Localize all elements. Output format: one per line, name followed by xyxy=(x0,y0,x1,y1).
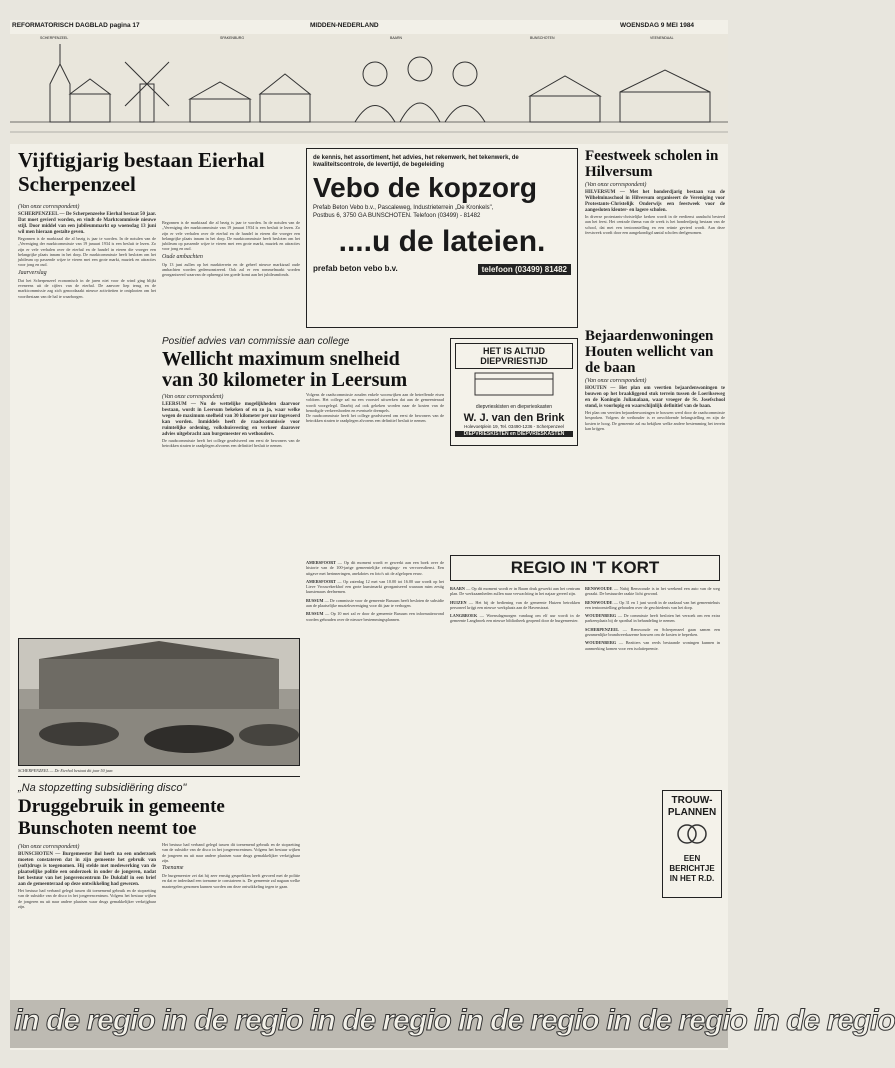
article1-col2 xyxy=(162,220,300,330)
regio-item: AMERSFOORT — Op dit moment wordt er gewerkt aan een boek over de historie van de 100-jarige gemeentelijke reinigings- en vervoersdienst. Een uitgave met herinneringen, anekdotes en foto's uit de afgelopen eeuw. xyxy=(306,560,444,576)
banner-illustration xyxy=(10,34,728,144)
article1-body: Begonnen is de marktzaal die al bezig is jaar te worden. In de notulen van de „Vereniging der marktcommissie van 19 januari 1934 is een besluit te lezen. Zo zijn er vele verhalen over de eierhal en de handel in eieren die vroeger een belangrijke plaats innam in het dorp. De marktcommissie heeft besloten om het jubileum op passende wijze te vieren met een grote markt, muziek en attracties voor jong en oud. xyxy=(18,236,156,268)
freezer-icon xyxy=(455,369,573,399)
article4 xyxy=(585,328,725,553)
regio-item: AMERSFOORT — Op zaterdag 12 mei van 10.00 tot 16.00 uur wordt op het Lieve Vrouwekerkhof een grote kunstmarkt georganiseerd waaraan ruim zestig kunstenaars deelnemen. xyxy=(306,578,444,595)
article5-body2: De burgemeester zei dat hij zeer ernstig gesprekken heeft gevoerd met de politie en dat er inderdaad een toename te constateren is. De gemeente zal nagaan welke maatregelen genomen kunnen worden om deze ontwikkeling tegen te gaan. xyxy=(162,873,300,889)
regio-title-box xyxy=(450,555,720,581)
page-header xyxy=(10,20,728,32)
brink-footer: DIEPVRIESKISTEN en DIEPVRIESKASTEN xyxy=(455,431,573,437)
brink-text: diepvrieskisten en diepvrieskasten xyxy=(475,404,553,410)
article5-lead: BUNSCHOTEN — Burgemeester Bol heeft na een onderzoek moeten constateren dat in zijn gemeente het gebruik van (soft)drugs is toegenomen. Hij stelde met medewerking van de plaatselijke politie een onderzoek in onder de jongeren, nadat het bestuur van het jongerencentrum De Dukdalf in een brief aan de gemeenteraad op deze ontwikkeling had gewezen. xyxy=(18,852,156,887)
regio-item: WOUDENBERG — De commissie heeft besloten het verzoek om een extra parkeerplaats bij de sporthal in behandeling te nemen. xyxy=(585,613,720,624)
brink-address: Holevoetplein 19, Tel. 03490-1236 - Scherpenzeel xyxy=(464,424,564,429)
newspaper-page xyxy=(10,20,895,1050)
article5-byline: (Van onze correspondent) xyxy=(18,844,80,850)
regio-col2 xyxy=(450,586,580,996)
article2-byline: (Van onze correspondent) xyxy=(162,394,224,400)
banner-label: VEENENDAAL xyxy=(650,36,674,40)
vebo-title: Vebo de kopzorg xyxy=(313,172,538,203)
article2-body-cont: De raadscommissie heeft het college geadviseerd om eerst de bewoners van de betrokken straten te raadplegen alvorens een definitief besluit te nemen. xyxy=(306,413,444,424)
regio-item: LANGBROEK — Woensdagmorgen vandaag om elf uur wordt in de gemeente Langbroek een nieuwe bibliotheek geopend door de burgemeester. xyxy=(450,613,580,624)
article5 xyxy=(18,780,300,995)
regio-item: WOUDENBERG — Bezitters van reeds bestaande woningen kunnen in aanmerking komen voor een isolatiepremie. xyxy=(585,640,720,651)
rings-icon xyxy=(667,819,717,849)
brink-name: W. J. van den Brink xyxy=(463,412,565,424)
photo-caption: SCHERPENZEEL — De Eierhal bestaat dit jaar 50 jaar. xyxy=(18,768,114,773)
article2-headline: Wellicht maximum snelheid van 30 kilometer in Leersum xyxy=(162,348,408,391)
divider xyxy=(18,776,300,777)
article3-headline: Feestweek scholen in Hilversum xyxy=(585,148,719,180)
article3 xyxy=(585,148,725,323)
article4-lead: HOUTEN — Het plan om veertien bejaardenwoningen te bouwen op het braakliggend stuk terrein tussen de Loerikseweg en de Koningin Julianalaan, waar vroeger de St. Josefschool stond, is voorlopig en waarschijnlijk definitief van de baan. xyxy=(585,386,725,409)
article1-lead: SCHERPENZEEL — De Scherpenzeelse Eierhal bestaat 50 jaar. Dat moet gevierd worden, en vindt de Marktcommissie nieuwe stijl. Door middel van een jubileummarkt op woensdag 13 juni wil men hieraan gestalte geven. xyxy=(18,212,156,235)
vebo-address: Prefab Beton Vebo b.v., Pascaleweg, Industrieterrein „De Kronkels", Postbus 6, 3750 GA BUNSCHOTEN. Telefoon (03499) - 81482 xyxy=(313,205,494,219)
article3-byline: (Van onze correspondent) xyxy=(585,182,647,188)
article5-kicker: „Na stopzetting subsidiëring disco" xyxy=(18,782,187,794)
village-drawing xyxy=(10,34,728,144)
article5-body: Het bestuur had verband gelegd tussen dit toenemend gebruik en de stopzetting van de subsidie van de disco in het jongerencentrum. Volgens het bestuur wijken de jongeren nu uit naar andere plaatsen waar drugs gemakkelijker verkrijgbaar zijn. xyxy=(18,888,156,909)
banner-label: BAARN xyxy=(390,36,403,40)
article4-byline: (Van onze correspondent) xyxy=(585,378,647,384)
article3-body: In diverse protestants-christelijke kerken wordt in de eredienst aandacht besteed aan het feest. Het centrale thema van de week is het honderdjarig bestaan van de school, dat met een tentoonstelling en een reünie gevierd wordt. Aan deze feestweek wordt door een aangekondigd aantal scholen deelgenomen. xyxy=(585,214,725,235)
banner-label: SPAKENBURG xyxy=(220,36,245,40)
article2-kicker: Positief advies van commissie aan college xyxy=(162,336,350,347)
article1-byline: (Van onze correspondent) xyxy=(18,204,80,210)
regio-item: SCHERPENZEEL — Renswoude en Scherpenzeel gaan samen een gezamenlijke brandweerkazerne bouwen om de kosten te beperken. xyxy=(585,626,721,638)
article2-body: Volgens de raadscommissie zouden enkele woonwijken aan de betreffende eisen voldoen. Het college zal nu een voorstel uitwerken dat aan de gemeenteraad wordt voorgelegd. Daarbij zal ook gekeken worden naar de kosten van de benodigde verkeersborden en eventuele drempels. xyxy=(306,392,444,413)
article4-body: Het plan om veertien bejaardenwoningen te bouwen werd door de raadscommissie besproken. Volgens de wethouder is er onvoldoende belangstelling en zijn de kosten te hoog. De gemeente zal nu bekijken welke andere bestemming het terrein kan krijgen. xyxy=(585,410,725,431)
eierhal-photo xyxy=(18,638,300,766)
article2-col1 xyxy=(162,392,300,632)
regio-item: BAARN — Op dit moment wordt er in Baarn druk gewerkt aan het centrum plan. De werkzaamheden zullen naar verwachting in het najaar gereed zijn. xyxy=(450,586,581,597)
article1-body2: Dat het Scherpenzeel economisch in de jaren niet voor de wind ging blijkt eveneens uit de cijfers van de eierhal. De aanvoer liep terug en de marktcommissie zag zich genoodzaakt nieuwe activiteiten te ontplooien om het voortbestaan van de hal te waarborgen. xyxy=(18,277,156,299)
trouw-title: TROUW-PLANNEN xyxy=(667,795,717,818)
article2-col2 xyxy=(306,392,444,552)
vebo-slogan: ....u de lateien. xyxy=(338,225,546,258)
brink-advertisement xyxy=(450,338,578,446)
article4-headline: Bejaardenwoningen Houten wellicht van de baan xyxy=(585,328,714,376)
article2-body2: De raadscommissie heeft het college geadviseerd om eerst de bewoners van de betrokken straten te raadplegen alvorens een definitief besluit te nemen. xyxy=(162,438,300,449)
article2-lead: LEERSUM — Nu de wettelijke mogelijkheden daarvoor bestaan, wordt in Leersum bekeken of en zo ja, waar welke wegen de maximum snelheid van 30 kilometer per uur ingevoerd kan worden. Inmiddels heeft de raadscommissie voor ruimtelijke ordening, volkshuisvesting en verkeer daarover advies uitgebracht aan burgemeester en wethouders. xyxy=(162,402,300,437)
article1-body-cont: Begonnen is de marktzaal die al bezig is jaar te worden. In de notulen van de „Vereniging der marktcommissie van 19 januari 1934 is een besluit te lezen. Zo zijn er vele verhalen over de eierhal en de handel in eieren die vroeger een belangrijke plaats innam in het dorp. De marktcommissie heeft besloten om het jubileum op passende wijze te vieren met een grote markt, muziek en attracties voor jong en oud. xyxy=(162,220,300,252)
trouw-box xyxy=(662,790,722,898)
article1-col1 xyxy=(18,202,156,682)
article5-headline: Druggebruik in gemeente Bunschoten neemt toe xyxy=(18,796,225,839)
header-center: MIDDEN-NEDERLAND xyxy=(310,22,379,29)
vebo-tagline: de kennis, het assortiment, het advies, het rekenwerk, het tekenwerk, de kwaliteitscontrole, de levertijd, de begeleiding xyxy=(313,155,519,168)
header-right: WOENSDAG 9 MEI 1984 xyxy=(620,22,695,29)
footer-banner xyxy=(10,1000,895,1048)
regio-item: BUSSUM — De commissie voor de gemeente Bussum heeft besloten de subsidie aan de plaatselijke muziekvereniging voor dit jaar te verhogen. xyxy=(306,597,445,609)
article1-headline: Vijftigjarig bestaan Eierhal Scherpenzeel xyxy=(18,148,265,196)
article1-subhead-jaarverslag: Jaarverslag xyxy=(18,269,47,276)
regio-item: HUIZEN — Het bij de bediening van de gemeente Huizen betrokken personeel krijgt een nieuwe werkplaats aan de Havenstraat. xyxy=(450,599,581,610)
vebo-advertisement xyxy=(306,148,578,328)
header-left: REFORMATORISCH DAGBLAD pagina 17 xyxy=(12,22,140,29)
regio-item: BUSSUM — Op 10 mei zal er door de gemeente Bussum een informatieavond worden gehouden over de nieuwe bestemmingsplannen. xyxy=(306,611,444,622)
article3-lead: HILVERSUM — Met het honderdjarig bestaan van de Wilhelminaschool in Hilversum organiseert de Vereniging voor Protestants-Christelijk Onderwijs een feestweek voor de aangesloten kleuter- en lagere scholen. xyxy=(585,190,725,213)
regio-title: REGIO IN 'T KORT xyxy=(510,558,660,577)
regio-item: RENSWOUDE — Nabij Renswoude is in het weekend een auto van de weg geraakt. De bestuurder raakte licht gewond. xyxy=(585,586,720,597)
article5-subhead-toename: Toename xyxy=(162,865,184,872)
banner-label: BUNSCHOTEN xyxy=(530,36,555,40)
regio-item: RENSWOUDE — Op 31 en 1 juni wordt in de raadzaal van het gemeentehuis een tentoonstelling gehouden over de geschiedenis van het dorp. xyxy=(585,599,721,610)
banner-label: SCHERPENZEEL xyxy=(40,36,69,40)
article1-subhead-ambachten: Oude ambachten xyxy=(162,253,203,260)
article5-body-cont: Het bestuur had verband gelegd tussen dit toenemend gebruik en de stopzetting van de subsidie van de disco in het jongerencentrum. Volgens het bestuur wijken de jongeren nu uit naar andere plaatsen waar drugs gemakkelijker verkrijgbaar zijn. xyxy=(162,842,300,863)
footer-text: in de regio in de regio in de regio in de regio in de regio in de regio xyxy=(14,1004,895,1037)
vebo-brand: prefab beton vebo b.v. xyxy=(313,264,398,273)
article1-headline-block xyxy=(18,148,298,200)
regio-col1 xyxy=(306,560,444,995)
trouw-subtitle: EEN BERICHTJE IN HET R.D. xyxy=(669,854,715,883)
vebo-phone: telefoon (03499) 81482 xyxy=(478,264,571,275)
article1-body3: Op 13 juni zullen op het marktterrein en de geheel nieuwe marktzaal oude ambachten worden gedemonstreerd. Ook zal er een rommelmarkt worden georganiseerd waarvan de opbrengst ten goede komt aan het jubileumfonds. xyxy=(162,261,300,278)
brink-title: HET IS ALTIJD DIEPVRIESTIJD xyxy=(455,343,573,369)
